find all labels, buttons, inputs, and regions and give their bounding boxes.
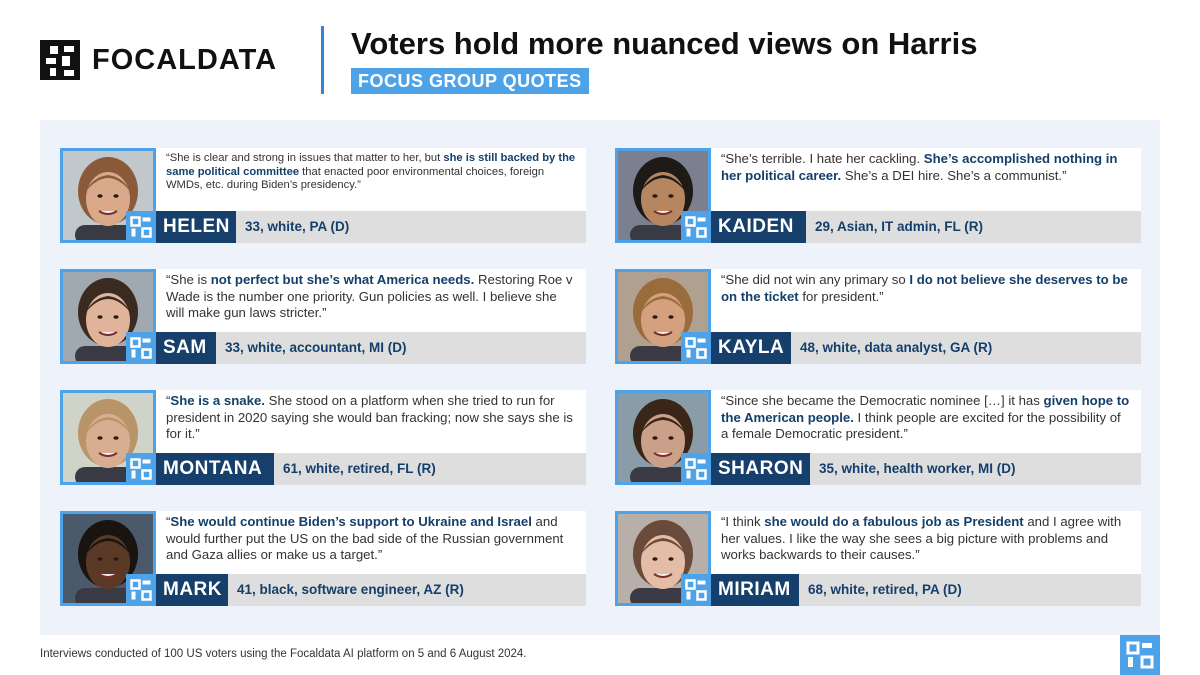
focaldata-badge: [126, 574, 156, 606]
focaldata-mark-icon: [685, 458, 707, 480]
footnote: Interviews conducted of 100 US voters using the Focaldata AI platform on 5 and 6 August 2024.: [40, 648, 527, 660]
quote-segment: I think people are excited for the possibility of a female Democratic president.”: [721, 409, 1121, 441]
quote-text: [711, 269, 1141, 332]
focaldata-mark-icon: [130, 579, 152, 601]
quote-segment: “Since she became the Democratic nominee […] it has: [721, 393, 1044, 408]
quote-card: [615, 148, 1141, 243]
focaldata-badge: [126, 211, 156, 243]
focaldata-mark-icon: [130, 337, 152, 359]
quote-segment: She stood on a platform when she tried to run for president in 2020 saying she would ban fracking; now she says she is for it.”: [166, 393, 573, 441]
quote-segment: and would further put the US on the bad side of the Russian government and Gaza allies or make us a target.”: [166, 514, 564, 562]
quote-card: [60, 269, 586, 364]
focaldata-mark-icon: [685, 579, 707, 601]
quote-highlight: she is still backed by the same political committee: [166, 152, 576, 178]
quote-text: [156, 390, 586, 453]
voter-name: KAYLA: [711, 332, 791, 364]
quote-highlight: I do not believe she deserves to be on the ticket: [721, 272, 1128, 304]
page-subtitle: FOCUS GROUP QUOTES: [351, 68, 589, 94]
voter-name: MIRIAM: [711, 574, 799, 606]
voter-namebar: [681, 332, 1141, 364]
focaldata-badge: [126, 332, 156, 364]
voter-details: 33, white, PA (D): [245, 219, 350, 234]
quote-card: [60, 511, 586, 606]
quote-card: [615, 511, 1141, 606]
voter-details: 33, white, accountant, MI (D): [225, 340, 407, 355]
focaldata-mark-icon: [130, 216, 152, 238]
quote-segment: Restoring Roe v Wade is the number one priority. Gun policies as well. I believe she will make gun laws stricter.”: [166, 272, 573, 320]
focaldata-badge: [681, 574, 711, 606]
quote-card: [615, 390, 1141, 485]
focaldata-badge: [681, 453, 711, 485]
voter-namebar: [126, 574, 586, 606]
quote-highlight: She’s accomplished nothing in her political career.: [721, 151, 1118, 183]
focaldata-mark-icon: [130, 458, 152, 480]
quote-segment: “She did not win any primary so: [721, 272, 910, 287]
focaldata-mark-icon: [685, 216, 707, 238]
quote-segment: “I think: [721, 514, 765, 529]
voter-namebar: [681, 574, 1141, 606]
corner-logo: [1120, 635, 1160, 675]
quote-text: [711, 511, 1141, 574]
voter-name: SHARON: [711, 453, 810, 485]
focaldata-badge: [681, 211, 711, 243]
quote-highlight: not perfect but she’s what America needs.: [210, 272, 475, 287]
quote-segment: for president.”: [798, 288, 884, 304]
voter-name: MARK: [156, 574, 228, 606]
quote-highlight: She would continue Biden’s support to Ukraine and Israel: [170, 514, 532, 529]
quote-highlight: she would do a fabulous job as President: [764, 514, 1024, 529]
focaldata-badge: [126, 453, 156, 485]
quote-text: [156, 511, 586, 574]
voter-namebar: [126, 211, 586, 243]
quote-segment: “: [166, 393, 171, 408]
quote-segment: and I agree with her values. I like the way she sees a big picture with problems and works backwards to their causes.”: [721, 514, 1122, 562]
voter-namebar: [681, 211, 1141, 243]
page-title: Voters hold more nuanced views on Harris: [351, 26, 978, 61]
voter-details: 41, black, software engineer, AZ (R): [237, 582, 464, 597]
focaldata-mark-icon: [685, 337, 707, 359]
voter-namebar: [126, 332, 586, 364]
quote-highlight: She is a snake.: [170, 393, 265, 408]
quote-segment: “She is: [166, 272, 211, 287]
focaldata-logo: [40, 40, 277, 80]
quote-segment: “She’s terrible. I hate her cackling.: [721, 151, 924, 166]
voter-name: HELEN: [156, 211, 236, 243]
quote-card: [60, 148, 586, 243]
quote-segment: “: [166, 514, 171, 529]
quote-text: [711, 148, 1141, 211]
voter-details: 61, white, retired, FL (R): [283, 461, 436, 476]
quote-text: [711, 390, 1141, 453]
voter-name: SAM: [156, 332, 216, 364]
quote-highlight: given hope to the American people.: [721, 393, 1130, 425]
quote-card: [615, 269, 1141, 364]
focaldata-logo-icon: [40, 40, 80, 80]
voter-details: 68, white, retired, PA (D): [808, 582, 962, 597]
quote-text: [156, 148, 586, 211]
voter-name: KAIDEN: [711, 211, 806, 243]
quotes-panel: [40, 120, 1160, 635]
focaldata-mark-icon: [1126, 641, 1154, 669]
voter-name: MONTANA: [156, 453, 274, 485]
quote-segment: She’s a DEI hire. She’s a communist.”: [841, 167, 1067, 183]
voter-details: 35, white, health worker, MI (D): [819, 461, 1016, 476]
voter-details: 29, Asian, IT admin, FL (R): [815, 219, 984, 234]
focaldata-badge: [681, 332, 711, 364]
quote-text: [156, 269, 586, 332]
voter-details: 48, white, data analyst, GA (R): [800, 340, 993, 355]
quote-segment: “She is clear and strong in issues that matter to her, but: [166, 152, 444, 164]
voter-namebar: [126, 453, 586, 485]
brand-name: FOCALDATA: [92, 43, 278, 76]
voter-namebar: [681, 453, 1141, 485]
quote-segment: that enacted poor environmental choices, foreign WMDs, etc. during Biden’s presidency.”: [166, 165, 545, 191]
quote-card: [60, 390, 586, 485]
header-divider: [321, 26, 324, 94]
